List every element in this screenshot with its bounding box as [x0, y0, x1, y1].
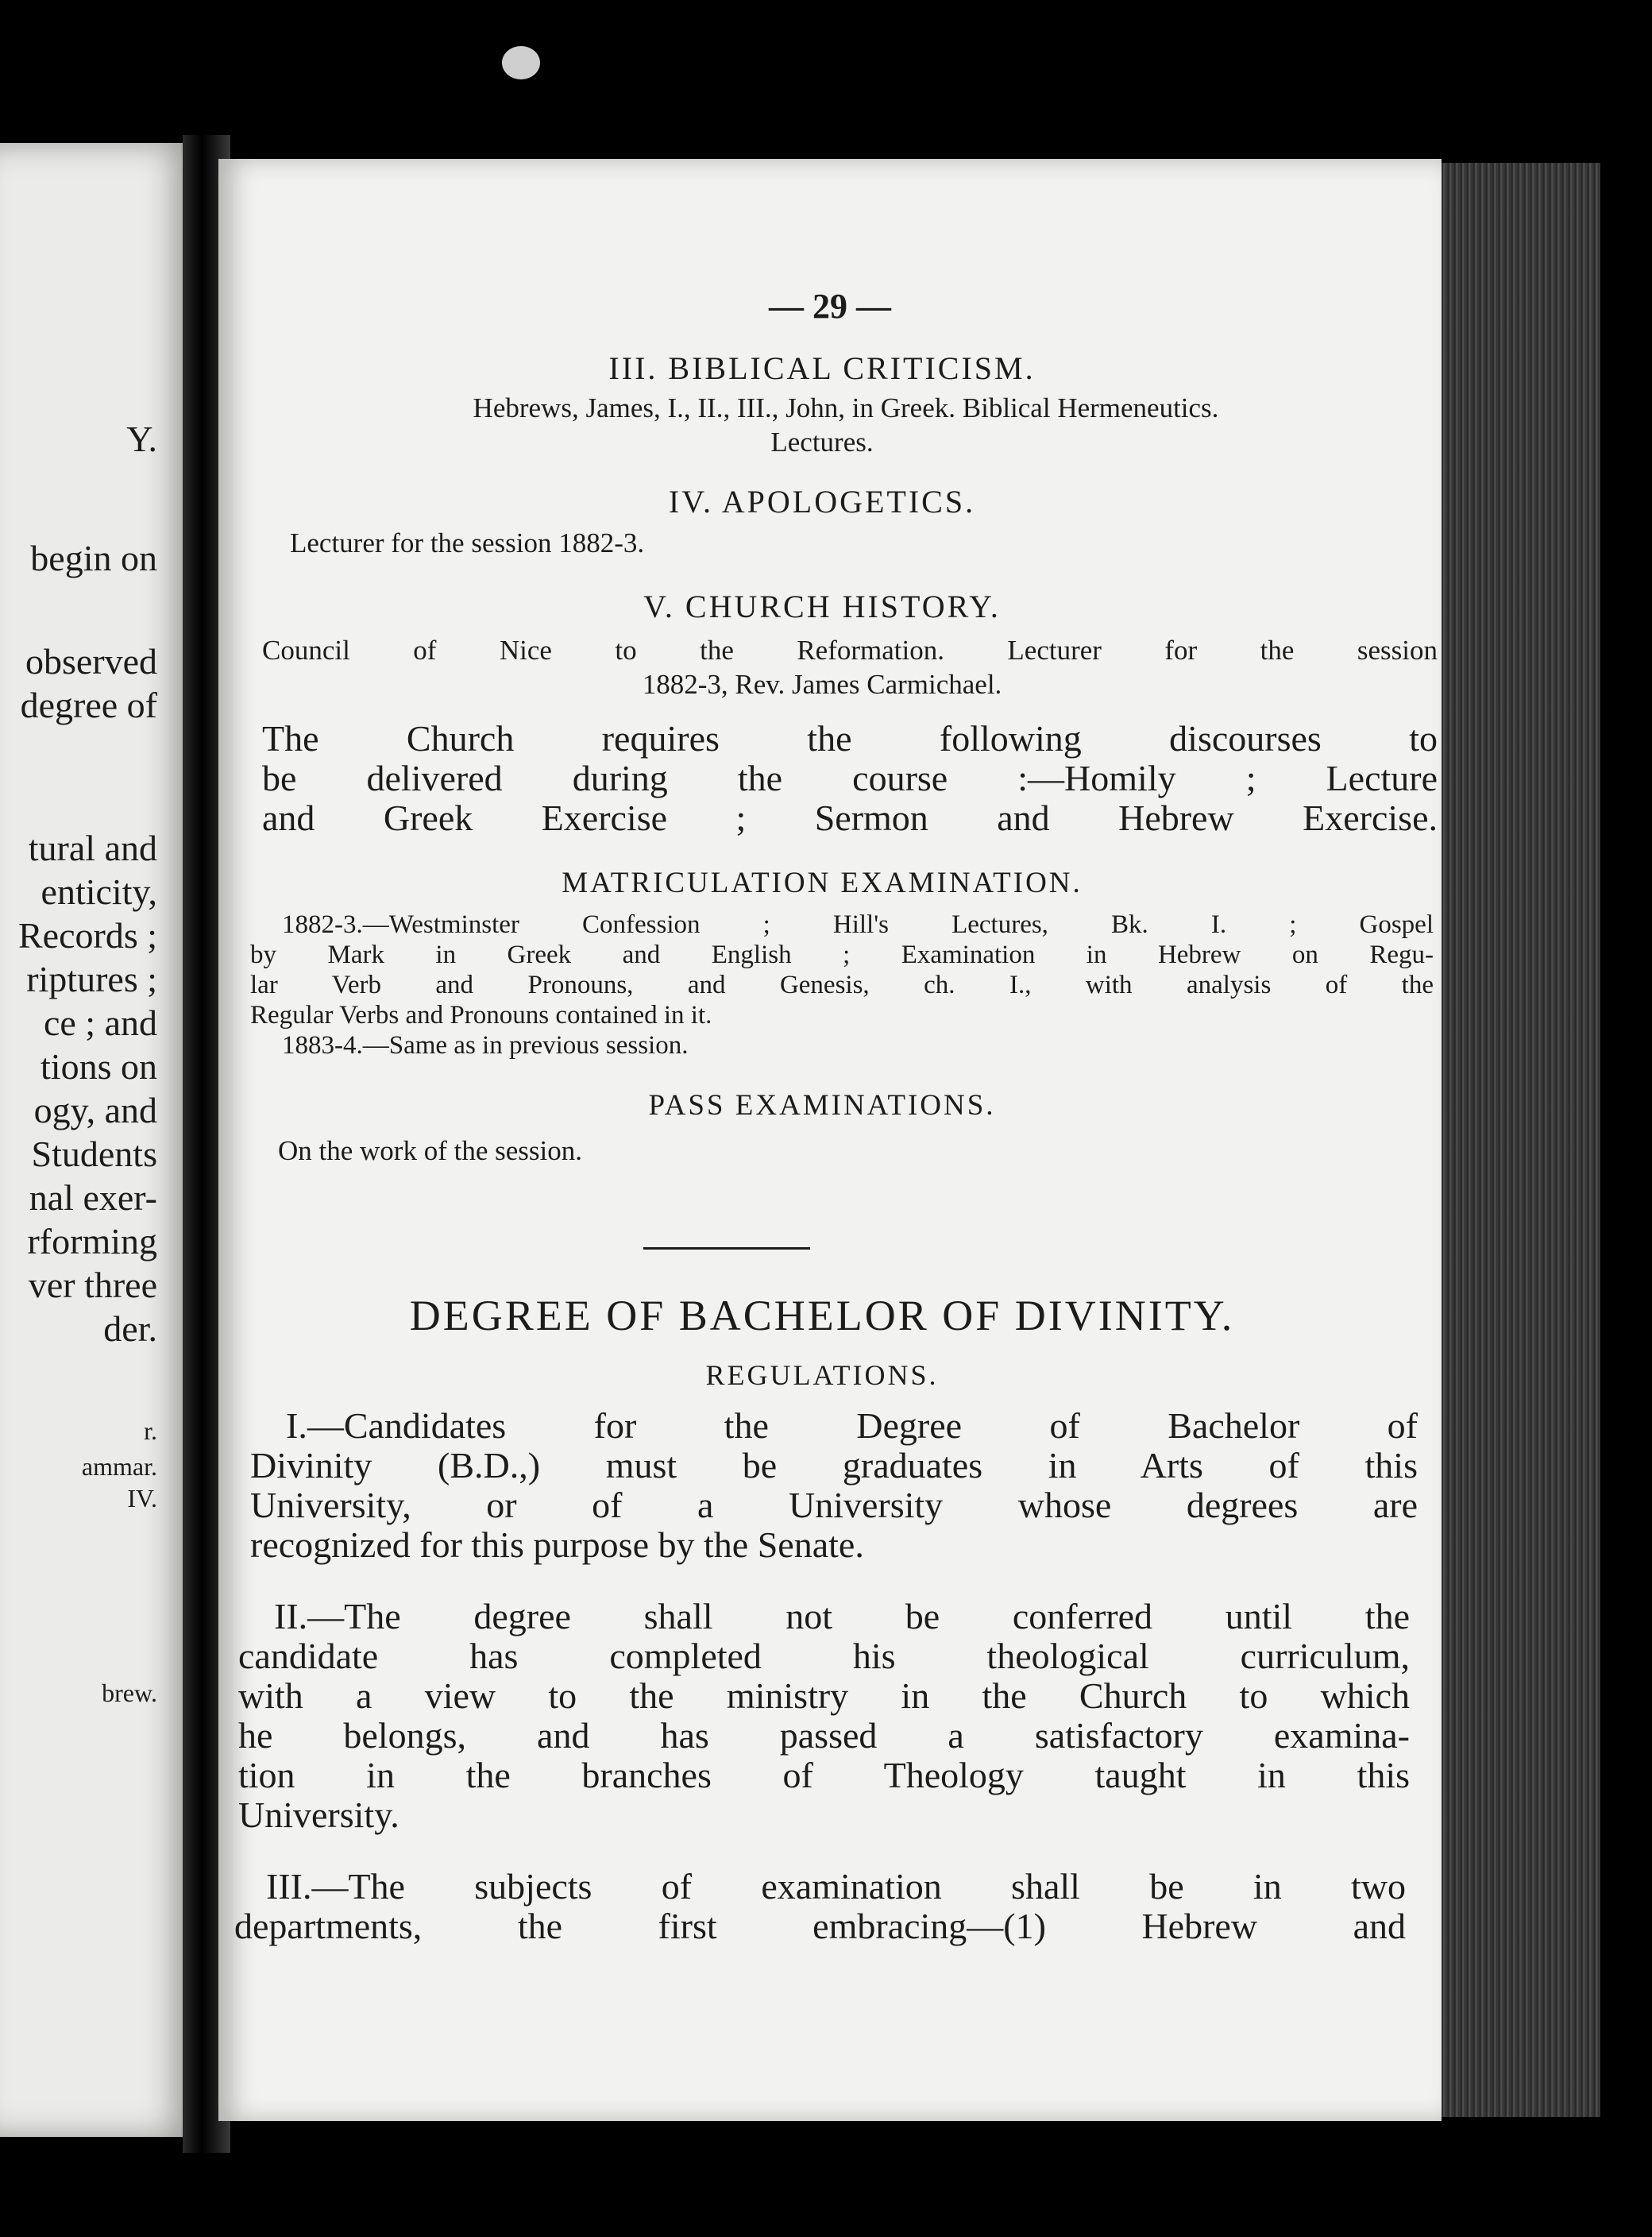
paragraph-line: with a view to the ministry in the Church to which [238, 1675, 1410, 1716]
left-text-line: brew. [102, 1679, 157, 1707]
left-text-line: tions on [41, 1046, 157, 1087]
left-text-line: IV. [127, 1484, 157, 1513]
matriculation-heading: MATRICULATION EXAMINATION. [562, 867, 1083, 899]
regulation-3 [234, 1867, 1406, 1946]
section-text: Lectures. [770, 427, 874, 458]
left-text-line: riptures ; [26, 959, 157, 999]
paragraph-line: Divinity (B.D.,) must be graduates in Arts of this [250, 1445, 1418, 1486]
discourses-paragraph [262, 719, 1438, 838]
left-text-line: nal exer- [29, 1177, 157, 1218]
paragraph-line: University. [238, 1795, 399, 1835]
left-text-line: Records ; [17, 915, 157, 956]
left-text-line: observed [25, 641, 157, 682]
section-heading-apologetics: IV. APOLOGETICS. [668, 484, 976, 520]
paragraph-line: and Greek Exercise ; Sermon and Hebrew Exercise. [262, 798, 1438, 838]
paragraph-line: III.—The subjects of examination shall be in two [266, 1866, 1406, 1907]
paragraph-line: University, or of a University whose degrees are [250, 1485, 1418, 1525]
paragraph-line: departments, the first embracing—(1) Hebrew and [234, 1906, 1406, 1946]
matriculation-line: 1883-4.—Same as in previous session. [282, 1031, 689, 1060]
section-divider [643, 1247, 810, 1250]
paragraph-line: be delivered during the course :—Homily ; Lecture [262, 758, 1438, 798]
pass-examinations-heading: PASS EXAMINATIONS. [648, 1089, 996, 1122]
regulation-1 [250, 1406, 1418, 1565]
paragraph-line: I.—Candidates for the Degree of Bachelor of [286, 1405, 1418, 1446]
page-number: — 29 — [769, 287, 891, 326]
degree-title: DEGREE OF BACHELOR OF DIVINITY. [409, 1292, 1235, 1339]
left-text-line: rforming [27, 1221, 157, 1261]
regulations-heading: REGULATIONS. [705, 1359, 939, 1391]
matriculation-line: 1882-3.—Westminster Confession ; Hill's Lectures, Bk. I. ; Gospel [282, 910, 1434, 939]
matriculation-line: Regular Verbs and Pronouns contained in it. [250, 1001, 712, 1030]
pass-examinations-text: On the work of the session. [278, 1135, 583, 1166]
left-text-line: tural and [28, 828, 157, 868]
left-text-line: ammar. [81, 1452, 157, 1481]
left-text-line: ogy, and [33, 1090, 157, 1130]
matriculation-line: by Mark in Greek and English ; Examination in Hebrew on Regu- [250, 941, 1434, 969]
paragraph-line: candidate has completed his theological curriculum, [238, 1636, 1410, 1676]
left-text-line: der. [103, 1308, 157, 1349]
matriculation-line: lar Verb and Pronouns, and Genesis, ch. I., with analysis of the [250, 971, 1434, 999]
left-text-line: r. [144, 1416, 157, 1445]
paragraph-line: he belongs, and has passed a satisfactory examina- [238, 1715, 1410, 1756]
section-heading-biblical-criticism: III. BIBLICAL CRITICISM. [608, 350, 1036, 386]
paragraph-line: II.—The degree shall not be conferred until the [274, 1596, 1410, 1636]
section-heading-church-history: V. CHURCH HISTORY. [643, 589, 1001, 624]
paragraph-line: tion in the branches of Theology taught in this [238, 1755, 1410, 1795]
left-text-line: enticity, [41, 871, 157, 912]
page-edges [1434, 163, 1600, 2117]
film-spot [502, 46, 540, 79]
left-page-fragment [0, 143, 199, 2137]
paragraph-line: recognized for this purpose by the Senate. [250, 1524, 864, 1565]
matriculation-text [250, 910, 1434, 1061]
paragraph-line: The Church requires the following discourses to [262, 718, 1438, 759]
left-text-line: ce ; and [43, 1003, 157, 1043]
regulation-2 [238, 1597, 1410, 1835]
left-text-line: begin on [30, 538, 157, 578]
left-text-line: ver three [28, 1265, 157, 1305]
section-text: 1882-3, Rev. James Carmichael. [642, 669, 1002, 700]
left-text-line: degree of [20, 685, 157, 725]
left-text-line: Y. [126, 419, 157, 459]
section-text: Council of Nice to the Reformation. Lecturer for the session [262, 635, 1438, 666]
section-text: Hebrews, James, I., II., III., John, in Greek. Biblical Hermeneutics. [473, 392, 1219, 423]
left-text-line: Students [31, 1134, 157, 1174]
book-page [218, 159, 1442, 2121]
section-text: Lecturer for the session 1882-3. [290, 527, 645, 558]
